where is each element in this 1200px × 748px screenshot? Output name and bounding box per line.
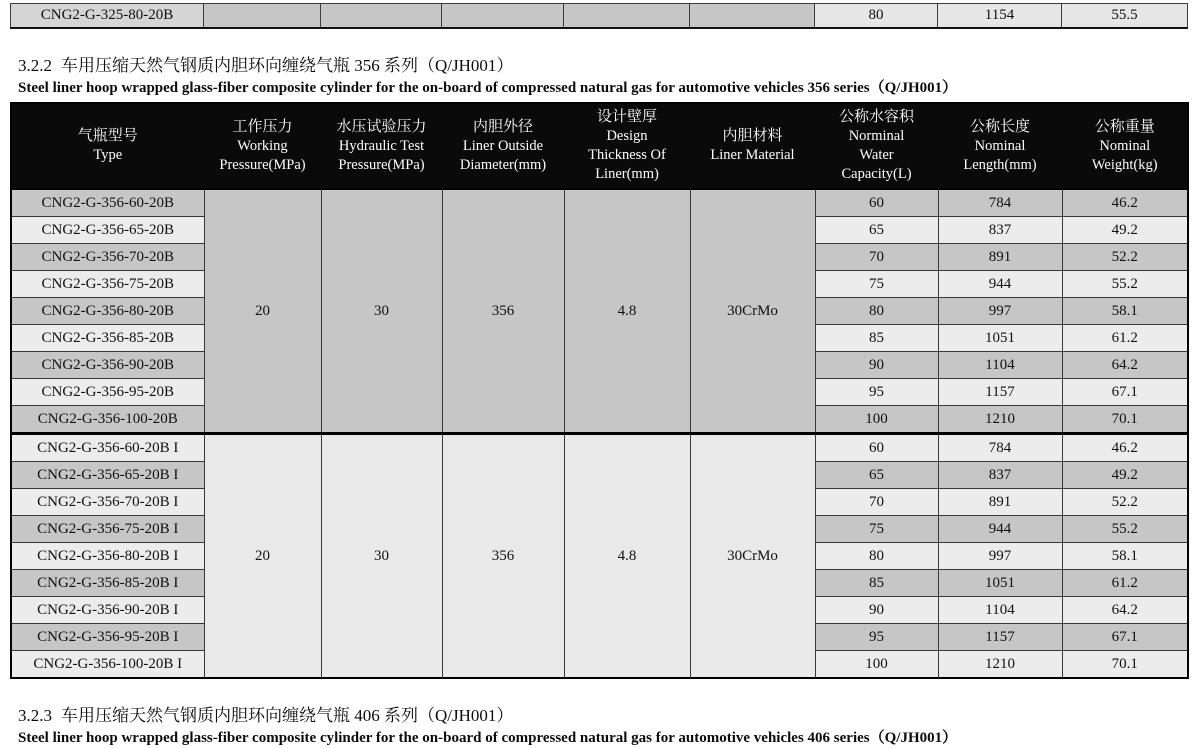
cell-liner-material: 30CrMo <box>690 434 815 679</box>
header-line: 内胆外径 <box>472 118 533 135</box>
cell-length: 1051 <box>938 570 1062 597</box>
col-header-working-pressure <box>204 103 321 189</box>
cell-capacity: 90 <box>815 352 938 379</box>
cell-capacity: 95 <box>815 379 938 406</box>
cell-type: CNG2-G-356-100-20B I <box>11 651 204 679</box>
cell-weight: 55.5 <box>1062 4 1188 29</box>
cell-weight: 70.1 <box>1062 406 1188 434</box>
cell-length: 1154 <box>938 4 1062 29</box>
header-line: 气瓶型号 <box>77 128 138 144</box>
cell-working-pressure: 20 <box>204 434 321 679</box>
cell-weight: 58.1 <box>1062 298 1188 325</box>
cell-capacity: 90 <box>815 597 938 624</box>
header-line: 公称长度 <box>969 118 1030 135</box>
cell-length: 1104 <box>938 352 1062 379</box>
cell-weight: 67.1 <box>1062 379 1188 406</box>
cell-capacity: 100 <box>815 406 938 434</box>
cell-length: 837 <box>938 462 1062 489</box>
section-title-zh: 车用压缩天然气钢质内胆环向缠绕气瓶 406 系列（Q/JH001） <box>61 706 514 725</box>
header-line: Length(mm) <box>963 156 1037 173</box>
header-line: 设计壁厚 <box>596 109 657 125</box>
cell-weight: 61.2 <box>1062 325 1188 352</box>
cell-type: CNG2-G-356-75-20B <box>11 271 204 298</box>
empty-cell <box>564 4 690 29</box>
empty-cell <box>204 4 321 29</box>
cell-capacity: 60 <box>815 434 938 462</box>
header-line: Weight(kg) <box>1091 156 1158 173</box>
spec-table-356 <box>10 102 1189 679</box>
cell-weight: 61.2 <box>1062 570 1188 597</box>
header-line: Nominal <box>1099 137 1151 154</box>
empty-cell <box>442 4 564 29</box>
cell-weight: 49.2 <box>1062 462 1188 489</box>
cell-type: CNG2-G-356-80-20B I <box>11 543 204 570</box>
col-header-liner-material <box>690 103 815 189</box>
header-line: Norminal <box>848 128 905 144</box>
previous-table-last-row <box>10 3 1188 29</box>
section-subtitle-356: Steel liner hoop wrapped glass-fiber composite cylinder for the on-board of compressed natural gas for automotive vehicles 356 series（Q/JH001） <box>18 80 958 96</box>
table-row <box>11 434 1188 462</box>
cell-capacity: 60 <box>815 189 938 217</box>
cell-length: 1051 <box>938 325 1062 352</box>
cell-weight: 55.2 <box>1062 271 1188 298</box>
header-line: Diameter(mm) <box>459 156 547 173</box>
cell-capacity: 85 <box>815 325 938 352</box>
cell-type: CNG2-G-356-70-20B I <box>11 489 204 516</box>
cell-type: CNG2-G-356-75-20B I <box>11 516 204 543</box>
cell-liner-material: 30CrMo <box>690 189 815 434</box>
cell-design-thickness: 4.8 <box>564 189 690 434</box>
cell-hydraulic-test-pressure: 30 <box>321 434 442 679</box>
section-heading-356 <box>18 55 1200 77</box>
col-header-length <box>938 103 1062 189</box>
header-line: 公称水容积 <box>838 109 914 125</box>
cell-design-thickness: 4.8 <box>564 434 690 679</box>
section-title-zh: 车用压缩天然气钢质内胆环向缠绕气瓶 356 系列（Q/JH001） <box>61 56 514 75</box>
cell-water-capacity: 80 <box>815 4 938 29</box>
header-line: Design <box>606 128 648 144</box>
cell-type: CNG2-G-325-80-20B <box>11 4 204 29</box>
cell-type: CNG2-G-356-60-20B I <box>11 434 204 462</box>
section-number: 3.2.2 <box>18 56 52 75</box>
cell-working-pressure: 20 <box>204 189 321 434</box>
cell-type: CNG2-G-356-95-20B <box>11 379 204 406</box>
cell-capacity: 85 <box>815 570 938 597</box>
cell-weight: 64.2 <box>1062 352 1188 379</box>
cell-type: CNG2-G-356-60-20B <box>11 189 204 217</box>
cell-length: 944 <box>938 516 1062 543</box>
cell-length: 784 <box>938 434 1062 462</box>
cell-capacity: 65 <box>815 462 938 489</box>
cell-weight: 49.2 <box>1062 217 1188 244</box>
header-line: Pressure(MPa) <box>219 156 306 173</box>
header-line: 工作压力 <box>232 118 293 135</box>
header-line: Liner Outside <box>462 137 544 154</box>
col-header-water-capacity <box>815 103 938 189</box>
cell-capacity: 80 <box>815 298 938 325</box>
cell-type: CNG2-G-356-90-20B <box>11 352 204 379</box>
cell-weight: 67.1 <box>1062 624 1188 651</box>
cell-type: CNG2-G-356-80-20B <box>11 298 204 325</box>
cell-length: 891 <box>938 489 1062 516</box>
cell-type: CNG2-G-356-90-20B I <box>11 597 204 624</box>
col-header-liner-outside-diameter <box>442 103 564 189</box>
header-line: 水压试验压力 <box>336 118 427 135</box>
cell-weight: 52.2 <box>1062 244 1188 271</box>
cell-length: 837 <box>938 217 1062 244</box>
section-subtitle-406: Steel liner hoop wrapped glass-fiber composite cylinder for the on-board of compressed natural gas for automotive vehicles 406 series（Q/JH001） <box>18 730 958 746</box>
header-line: Thickness Of <box>588 147 666 163</box>
table-header-row <box>11 103 1188 189</box>
cell-liner-outside-diameter: 356 <box>442 189 564 434</box>
section-number: 3.2.3 <box>18 706 52 725</box>
cell-liner-outside-diameter: 356 <box>442 434 564 679</box>
cell-weight: 46.2 <box>1062 434 1188 462</box>
cell-length: 891 <box>938 244 1062 271</box>
header-line: Pressure(MPa) <box>338 156 425 173</box>
cell-type: CNG2-G-356-85-20B <box>11 325 204 352</box>
cell-hydraulic-test-pressure: 30 <box>321 189 442 434</box>
cell-capacity: 80 <box>815 543 938 570</box>
cell-capacity: 65 <box>815 217 938 244</box>
header-line: Nominal <box>974 137 1026 154</box>
cell-length: 1157 <box>938 379 1062 406</box>
col-header-design-thickness <box>564 103 690 189</box>
cell-weight: 46.2 <box>1062 189 1188 217</box>
header-line: Water <box>859 147 894 163</box>
header-line: Liner(mm) <box>595 166 659 182</box>
cell-capacity: 70 <box>815 489 938 516</box>
cell-weight: 52.2 <box>1062 489 1188 516</box>
cell-weight: 58.1 <box>1062 543 1188 570</box>
cell-weight: 70.1 <box>1062 651 1188 679</box>
cell-capacity: 100 <box>815 651 938 679</box>
document-page <box>0 3 1200 746</box>
section-heading-406 <box>18 705 1200 727</box>
header-line: 公称重量 <box>1094 118 1155 135</box>
cell-capacity: 75 <box>815 271 938 298</box>
empty-cell <box>321 4 442 29</box>
header-line: Liner Material <box>710 147 795 163</box>
cell-weight: 64.2 <box>1062 597 1188 624</box>
cell-length: 784 <box>938 189 1062 217</box>
cell-length: 997 <box>938 298 1062 325</box>
cell-length: 1157 <box>938 624 1062 651</box>
header-line: Hydraulic Test <box>338 137 425 154</box>
cell-length: 997 <box>938 543 1062 570</box>
header-line: Working <box>237 137 288 154</box>
col-header-weight <box>1062 103 1188 189</box>
cell-type: CNG2-G-356-95-20B I <box>11 624 204 651</box>
cell-length: 1210 <box>938 651 1062 679</box>
cell-capacity: 70 <box>815 244 938 271</box>
empty-cell <box>690 4 815 29</box>
header-line: Capacity(L) <box>841 166 912 182</box>
cell-length: 944 <box>938 271 1062 298</box>
cell-type: CNG2-G-356-100-20B <box>11 406 204 434</box>
cell-type: CNG2-G-356-85-20B I <box>11 570 204 597</box>
header-line: Type <box>93 147 123 163</box>
header-line: 内胆材料 <box>722 128 783 144</box>
cell-capacity: 75 <box>815 516 938 543</box>
col-header-type <box>11 103 204 189</box>
cell-weight: 55.2 <box>1062 516 1188 543</box>
cell-length: 1210 <box>938 406 1062 434</box>
table-row <box>11 4 1188 29</box>
cell-type: CNG2-G-356-65-20B I <box>11 462 204 489</box>
col-header-hydraulic-test-pressure <box>321 103 442 189</box>
cell-type: CNG2-G-356-65-20B <box>11 217 204 244</box>
table-row <box>11 189 1188 217</box>
cell-type: CNG2-G-356-70-20B <box>11 244 204 271</box>
cell-length: 1104 <box>938 597 1062 624</box>
cell-capacity: 95 <box>815 624 938 651</box>
